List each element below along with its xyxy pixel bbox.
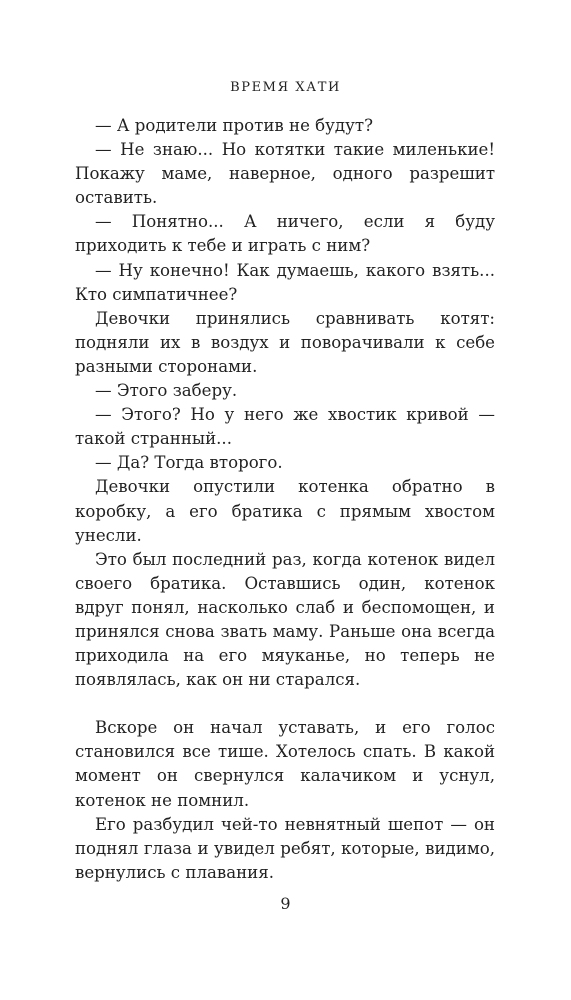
paragraph: — Этого? Но у него же хвостик кривой — такой странный... (75, 405, 495, 449)
body-text (75, 114, 495, 885)
paragraph: — Не знаю... Но котятки такие миленькие! Покажу маме, наверное, одного разрешит оставить. (75, 140, 495, 208)
page-number: 9 (280, 894, 291, 913)
paragraph: — Этого заберу. (95, 381, 238, 401)
paragraph: — Да? Тогда второго. (95, 453, 283, 473)
paragraph: Его разбудил чей-то невнятный шепот — он поднял глаза и увидел ребят, которые, видимо, вернулись с плавания. (75, 814, 495, 882)
paragraph: Вскоре он начал уставать, и его голос становился все тише. Хотелось спать. В какой момент он свернулся калачиком и уснул, котенок не помнил. (75, 718, 495, 810)
paragraph: Это был последний раз, когда котенок видел своего братика. Оставшись один, котенок вдруг понял, насколько слаб и беспомощен, и принялся снова звать маму. Раньше она всегда приходила на его мяуканье, но теперь не появлялась, как он ни старался. (75, 549, 495, 690)
paragraph: — А родители против не будут? (95, 116, 373, 135)
running-header: ВРЕМЯ ХАТИ (230, 80, 341, 95)
paragraph: Девочки принялись сравнивать котят: подняли их в воздух и поворачивали к себе разными сторонами. (75, 308, 495, 376)
paragraph: — Понятно... А ничего, если я буду приходить к тебе и играть с ним? (75, 212, 495, 256)
paragraph: — Ну конечно! Как думаешь, какого взять... Кто симпатичнее? (75, 260, 495, 304)
paragraph: Девочки опустили котенка обратно в коробку, а его братика с прямым хвостом унесли. (75, 477, 495, 545)
